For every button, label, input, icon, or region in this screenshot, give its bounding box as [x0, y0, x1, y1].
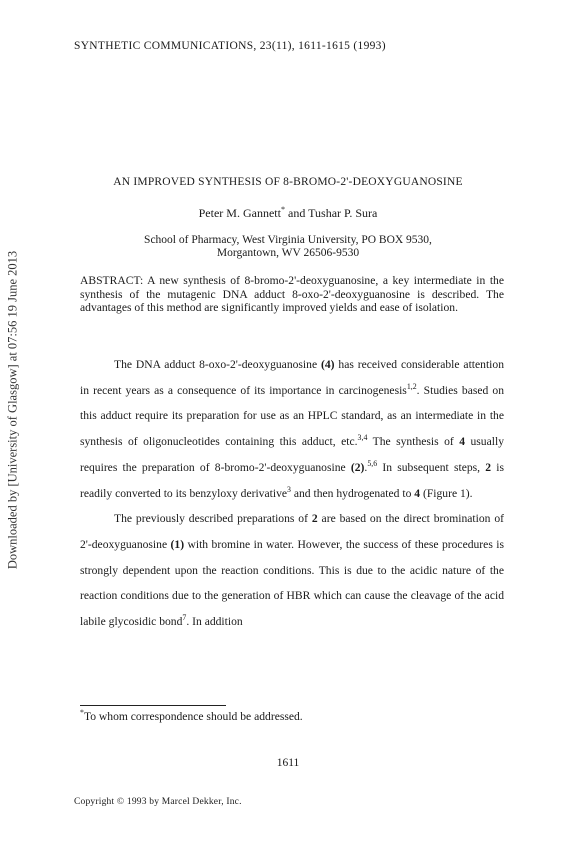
text-span: The DNA adduct 8-oxo-2'-deoxyguanosine	[114, 358, 321, 371]
text-span: The synthesis of	[367, 435, 460, 449]
page-number: 1611	[276, 757, 300, 769]
text-span: . Studies based on this adduct require its preparation for use as an HPLC standard, as an intermediate in the synthesis of oligonucleotides containing this adduct, etc.	[80, 383, 504, 449]
text-span: is readily converted to its benzyloxy derivative	[80, 460, 505, 500]
text-span: The previously described preparations of	[114, 512, 312, 526]
compound-ref: 4	[414, 486, 421, 500]
compound-ref: 2	[485, 460, 492, 474]
footnote	[80, 710, 303, 723]
download-note: Downloaded by [University of Glasgow] at 07:56 19 June 2013	[5, 250, 20, 570]
text-span: with bromine in water. However, the success of these procedures is strongly dependent upon the reaction conditions. This is due to the acidic nature of the reaction conditions due to the generation of HBR which can cause the cleavage of the acid labile glycosidic bond	[80, 537, 504, 629]
footnote-divider	[80, 705, 226, 706]
paragraph-2	[80, 506, 504, 635]
text-span: has received considerable attention in recent years as a consequence of its importance in carcinogenesis	[80, 358, 504, 397]
compound-ref: 2	[311, 512, 318, 526]
text-span: (Figure 1).	[420, 486, 473, 500]
text-span: In subsequent steps,	[377, 460, 486, 474]
text-span: . In addition	[186, 615, 243, 629]
text-span: are based on the direct bromination of 2'-deoxyguanosine	[80, 512, 504, 551]
citation: 3,4	[357, 433, 368, 443]
copyright-notice: Copyright © 1993 by Marcel Dekker, Inc.	[74, 797, 242, 807]
author-1: Peter M. Gannett	[198, 206, 281, 220]
affiliation-line-1: School of Pharmacy, West Virginia University, PO BOX 9530,	[144, 234, 432, 246]
text-span: usually requires the preparation of 8-bromo-2'-deoxyguanosine	[80, 435, 504, 474]
footnote-text: To whom correspondence should be addressed.	[83, 710, 303, 723]
citation: 3	[287, 484, 291, 494]
body-text	[80, 352, 504, 635]
text-span: and then hydrogenated to	[290, 486, 415, 500]
author-line	[0, 206, 576, 221]
citation: 1,2	[406, 381, 417, 391]
affiliation-line-2: Morgantown, WV 26506-9530	[216, 247, 360, 259]
citation: 7	[182, 613, 187, 623]
text-span: .	[364, 460, 368, 474]
journal-header: SYNTHETIC COMMUNICATIONS, 23(11), 1611-1615 (1993)	[74, 40, 386, 52]
footnote-mark: *	[80, 708, 84, 718]
abstract: ABSTRACT: A new synthesis of 8-bromo-2'-deoxyguanosine, a key intermediate in the synthesis of the mutagenic DNA adduct 8-oxo-2'-deoxyguanosine is described. The advantages of this method are significantly improved yields and ease of isolation.	[80, 274, 504, 314]
correspondence-mark: *	[280, 205, 286, 214]
compound-ref: 4	[459, 435, 466, 449]
paragraph-1	[80, 352, 504, 506]
compound-ref: (4)	[321, 358, 335, 371]
compound-ref: (2)	[350, 460, 365, 474]
affiliation	[0, 234, 576, 260]
citation: 5,6	[367, 458, 378, 468]
compound-ref: (1)	[170, 537, 185, 551]
article-title: AN IMPROVED SYNTHESIS OF 8-BROMO-2'-DEOXYGUANOSINE	[113, 176, 463, 188]
author-2: Tushar P. Sura	[308, 206, 378, 220]
author-conjunction: and	[285, 206, 309, 220]
